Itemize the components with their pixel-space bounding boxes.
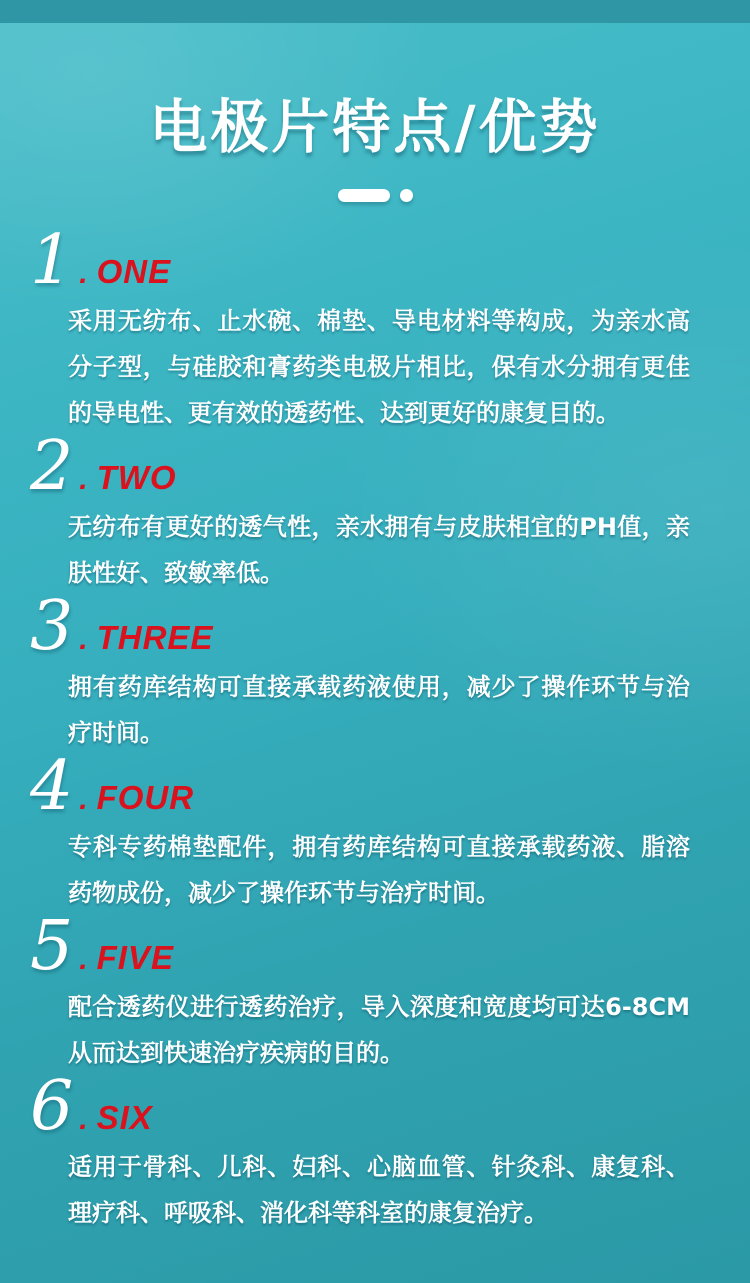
feature-label: TWO: [96, 459, 177, 496]
divider-dash: [338, 189, 390, 202]
feature-number: 1: [30, 221, 74, 300]
feature-item-three: [30, 587, 750, 756]
feature-separator: .: [79, 943, 88, 976]
feature-heading: [30, 1067, 750, 1146]
feature-label: FIVE: [96, 939, 174, 976]
divider-dot: [400, 189, 413, 202]
feature-heading: [30, 427, 750, 506]
feature-number: 4: [30, 747, 74, 826]
feature-item-six: [30, 1067, 750, 1236]
feature-separator: .: [79, 463, 88, 496]
feature-item-four: [30, 747, 750, 916]
feature-separator: .: [79, 257, 88, 290]
feature-label: FOUR: [96, 779, 195, 816]
feature-text: 无纺布有更好的透气性，亲水拥有与皮肤相宜的PH值，亲肤性好、致敏率低。: [68, 513, 690, 587]
feature-heading: [30, 907, 750, 986]
feature-separator: .: [79, 1103, 88, 1136]
feature-separator: .: [79, 783, 88, 816]
feature-item-one: [30, 221, 750, 436]
page-title: 电极片特点/优势: [149, 93, 601, 161]
feature-label: SIX: [96, 1099, 153, 1136]
feature-number: 5: [30, 907, 74, 986]
feature-text: 适用于骨科、儿科、妇科、心脑血管、针灸科、康复科、理疗科、呼吸科、消化科等科室的康复治疗。: [68, 1153, 690, 1227]
feature-number: 3: [30, 587, 74, 666]
feature-number: 2: [30, 427, 74, 506]
feature-item-two: [30, 427, 750, 596]
feature-label: ONE: [96, 253, 172, 290]
feature-text: 配合透药仪进行透药治疗，导入深度和宽度均可达6-8CM从而达到快速治疗疾病的目的。: [68, 993, 690, 1067]
feature-number: 6: [30, 1067, 74, 1146]
feature-heading: [30, 747, 750, 826]
title-divider: [0, 189, 750, 202]
feature-label: THREE: [96, 619, 214, 656]
feature-heading: [30, 221, 750, 300]
top-divider-strip: [0, 0, 750, 23]
feature-text: 拥有药库结构可直接承载药液使用，减少了操作环节与治疗时间。: [68, 673, 690, 747]
feature-separator: .: [79, 623, 88, 656]
feature-heading: [30, 587, 750, 666]
feature-text: 专科专药棉垫配件，拥有药库结构可直接承载药液、脂溶药物成份，减少了操作环节与治疗时间。: [68, 833, 690, 907]
feature-item-five: [30, 907, 750, 1076]
feature-list: [0, 221, 750, 1236]
feature-text: 采用无纺布、止水碗、棉垫、导电材料等构成，为亲水高分子型，与硅胶和膏药类电极片相比，保有水分拥有更佳的导电性、更有效的透药性、达到更好的康复目的。: [68, 307, 690, 427]
